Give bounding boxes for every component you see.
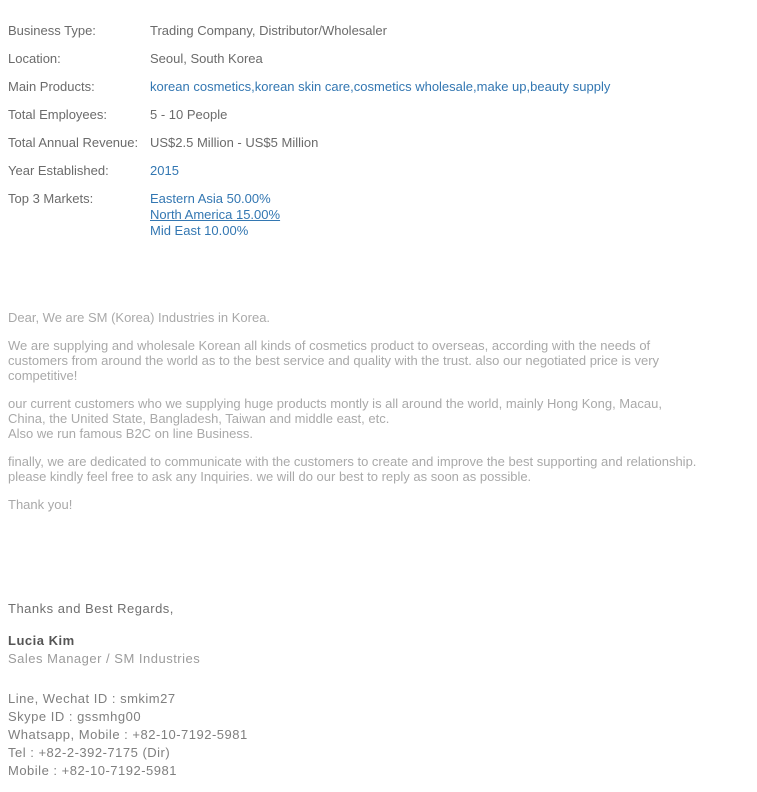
contact-line: Whatsapp, Mobile : +82-10-7192-5981 xyxy=(8,727,248,742)
profile-row xyxy=(8,23,757,39)
main-product-link[interactable]: korean skin care xyxy=(254,79,351,94)
market-line xyxy=(150,191,280,207)
signature-block xyxy=(8,600,757,780)
company-description xyxy=(8,310,718,512)
main-product-link[interactable]: korean cosmetics xyxy=(150,79,252,94)
profile-row-label: Top 3 Markets: xyxy=(8,191,94,206)
profile-row-value xyxy=(150,23,387,39)
profile-row-value xyxy=(150,135,318,151)
profile-row-value xyxy=(150,163,179,179)
main-product-link[interactable]: cosmetics wholesale xyxy=(353,79,474,94)
description-paragraph: Dear, We are SM (Korea) Industries in Korea. xyxy=(8,310,271,325)
profile-row-value xyxy=(150,191,280,239)
profile-row xyxy=(8,79,757,95)
profile-row-label: Main Products: xyxy=(8,79,95,94)
market-link[interactable]: Mid East 10.00% xyxy=(150,223,249,238)
contact-line: Tel : +82-2-392-7175 (Dir) xyxy=(8,745,171,760)
product-separator: , xyxy=(350,79,354,94)
company-info-table xyxy=(0,0,757,239)
contact-line: Skype ID : gssmhg00 xyxy=(8,709,142,724)
market-link[interactable]: North America 15.00% xyxy=(150,207,281,222)
description-paragraph: Thank you! xyxy=(8,497,73,512)
signature-name: Lucia Kim xyxy=(8,633,75,648)
profile-row-value-text: US$2.5 Million - US$5 Million xyxy=(150,135,319,150)
signature-contacts xyxy=(8,690,757,780)
profile-row xyxy=(8,107,757,123)
description-paragraph: finally, we are dedicated to communicate with the customers to create and improve the best supporting and relationship. please kindly feel free to ask any Inquiries. we will do our best to reply as soon as possible. xyxy=(8,454,697,484)
contact-line: Mobile : +82-10-7192-5981 xyxy=(8,763,177,778)
profile-row-label: Business Type: xyxy=(8,23,96,38)
contact-line: Line, Wechat ID : smkim27 xyxy=(8,691,176,706)
description-paragraph: We are supplying and wholesale Korean all kinds of cosmetics product to overseas, according with the needs of customers from around the world as to the best service and quality with the trust. also our negotiated price is very competitive! xyxy=(8,338,660,383)
profile-row xyxy=(8,135,757,151)
profile-row-value-text: Trading Company, Distributor/Wholesaler xyxy=(150,23,387,38)
product-separator: , xyxy=(473,79,477,94)
profile-row-label: Year Established: xyxy=(8,163,109,178)
profile-row xyxy=(8,163,757,179)
market-line xyxy=(150,223,280,239)
profile-row-value xyxy=(150,107,227,123)
profile-row-label: Location: xyxy=(8,51,61,66)
signature-closing: Thanks and Best Regards, xyxy=(8,601,174,616)
market-line xyxy=(150,207,280,223)
profile-row xyxy=(8,191,757,239)
product-separator: , xyxy=(251,79,255,94)
signature-title: Sales Manager / SM Industries xyxy=(8,651,201,666)
description-paragraph: our current customers who we supplying huge products montly is all around the world, mainly Hong Kong, Macau, China, the United State, Bangladesh, Taiwan and middle east, etc. Also we run famous B2C on line Business. xyxy=(8,396,662,441)
year-established-link[interactable]: 2015 xyxy=(150,163,179,178)
profile-row-value xyxy=(150,79,610,95)
profile-row-label: Total Employees: xyxy=(8,107,107,122)
profile-row-value-text: Seoul, South Korea xyxy=(150,51,263,66)
profile-row-value xyxy=(150,51,263,67)
product-separator: , xyxy=(526,79,531,94)
market-link[interactable]: Eastern Asia 50.00% xyxy=(150,191,271,206)
main-product-link[interactable]: make up xyxy=(476,79,527,94)
main-product-link[interactable]: beauty supply xyxy=(530,79,611,94)
profile-row-value-text: 5 - 10 People xyxy=(150,107,228,122)
profile-row-label: Total Annual Revenue: xyxy=(8,135,139,150)
profile-row xyxy=(8,51,757,67)
